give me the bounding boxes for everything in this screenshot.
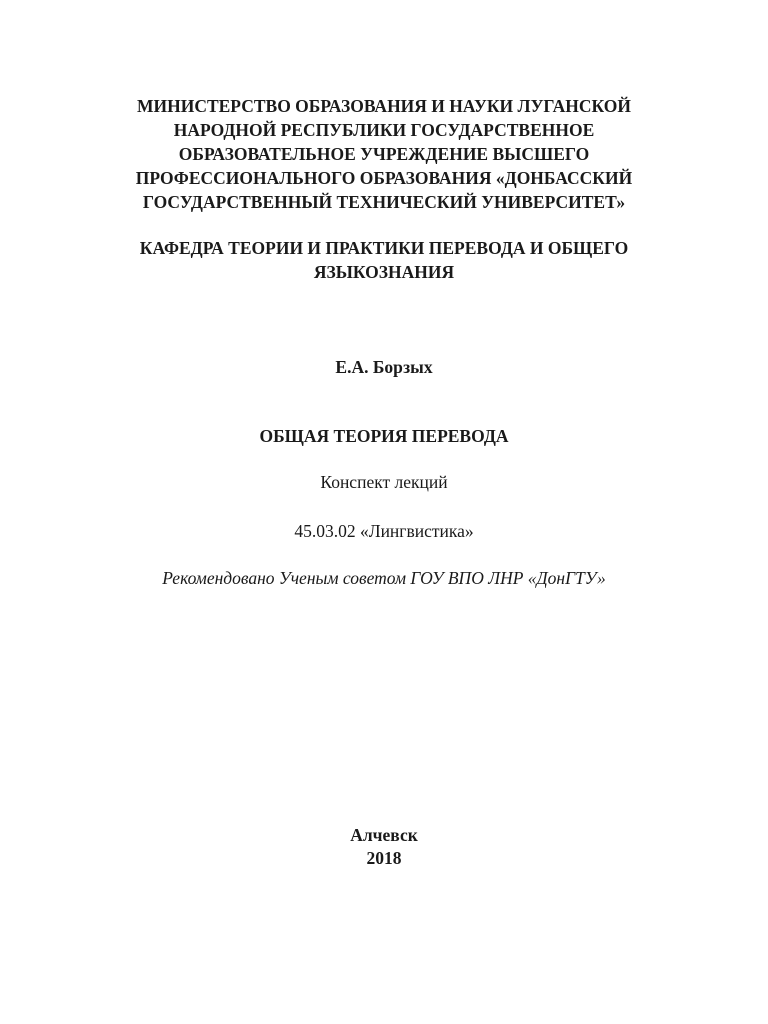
ministry-line-3: ОБРАЗОВАТЕЛЬНОЕ УЧРЕЖДЕНИЕ ВЫСШЕГО (178, 144, 590, 164)
ministry-line-4: ПРОФЕССИОНАЛЬНОГО ОБРАЗОВАНИЯ «ДОНБАССКИЙ (135, 168, 633, 188)
document-title: ОБЩАЯ ТЕОРИЯ ПЕРЕВОДА (259, 426, 509, 446)
publication-city: Алчевск (350, 825, 418, 845)
department-line-2: ЯЗЫКОЗНАНИЯ (313, 262, 455, 282)
document-subtitle: Конспект лекций (320, 472, 448, 492)
recommendation-note: Рекомендовано Ученым советом ГОУ ВПО ЛНР «ДонГТУ» (162, 568, 606, 588)
publication-year: 2018 (366, 848, 402, 868)
author-name: Е.А. Борзых (335, 357, 433, 377)
ministry-line-1: МИНИСТЕРСТВО ОБРАЗОВАНИЯ И НАУКИ ЛУГАНСКОЙ (136, 96, 632, 116)
specialty-code: 45.03.02 «Лингвистика» (294, 521, 474, 541)
ministry-line-5: ГОСУДАРСТВЕННЫЙ ТЕХНИЧЕСКИЙ УНИВЕРСИТЕТ» (142, 192, 626, 212)
department-line-1: КАФЕДРА ТЕОРИИ И ПРАКТИКИ ПЕРЕВОДА И ОБЩЕГО (139, 238, 629, 258)
ministry-line-2: НАРОДНОЙ РЕСПУБЛИКИ ГОСУДАРСТВЕННОЕ (173, 120, 595, 140)
